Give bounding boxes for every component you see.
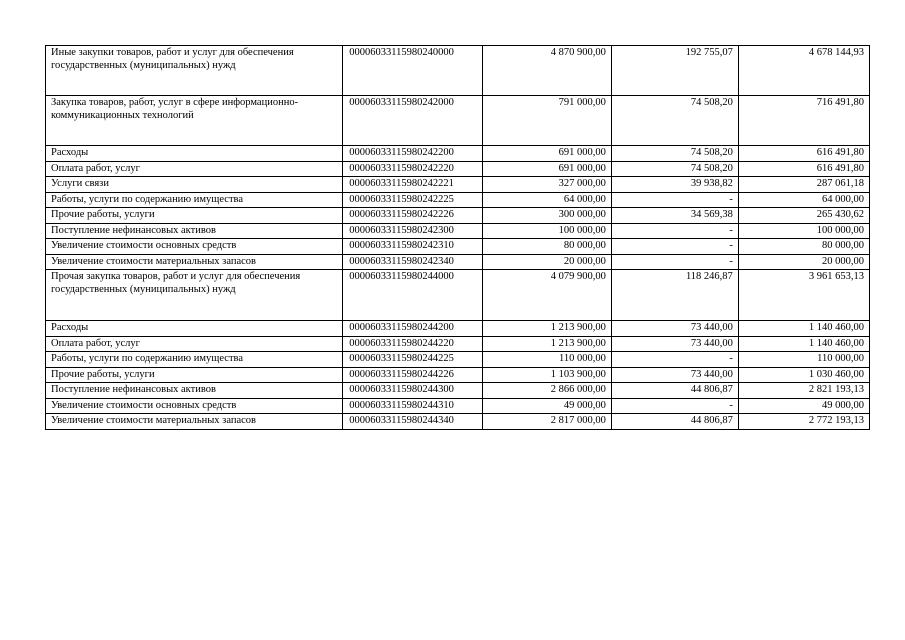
budget-execution-table xyxy=(45,45,870,430)
table-row xyxy=(46,414,870,430)
row-approved-amount-cell: 691 000,00 xyxy=(482,146,611,162)
row-executed-amount-cell: 118 246,87 xyxy=(611,270,738,321)
row-name-cell: Увеличение стоимости материальных запасов xyxy=(46,414,343,430)
row-name-cell: Увеличение стоимости материальных запасов xyxy=(46,254,343,270)
row-executed-amount-cell: - xyxy=(611,223,738,239)
row-name-cell: Работы, услуги по содержанию имущества xyxy=(46,192,343,208)
row-executed-amount-cell: 73 440,00 xyxy=(611,336,738,352)
row-approved-amount-cell: 4 079 900,00 xyxy=(482,270,611,321)
row-approved-amount-cell: 110 000,00 xyxy=(482,352,611,368)
row-remaining-amount-cell: 110 000,00 xyxy=(738,352,869,368)
row-name-cell: Расходы xyxy=(46,321,343,337)
row-executed-amount-cell: 34 569,38 xyxy=(611,208,738,224)
table-row xyxy=(46,192,870,208)
row-remaining-amount-cell: 616 491,80 xyxy=(738,161,869,177)
row-approved-amount-cell: 20 000,00 xyxy=(482,254,611,270)
table-row xyxy=(46,208,870,224)
row-executed-amount-cell: - xyxy=(611,192,738,208)
row-executed-amount-cell: - xyxy=(611,254,738,270)
row-executed-amount-cell: - xyxy=(611,239,738,255)
row-remaining-amount-cell: 20 000,00 xyxy=(738,254,869,270)
row-code-cell: 00006033115980244220 xyxy=(343,336,483,352)
row-name-cell: Иные закупки товаров, работ и услуг для обеспечения государственных (муниципальных) нужд xyxy=(46,46,343,96)
budget-table-body xyxy=(46,46,870,430)
table-row xyxy=(46,223,870,239)
table-row xyxy=(46,321,870,337)
row-name-cell: Поступление нефинансовых активов xyxy=(46,383,343,399)
row-name-cell: Оплата работ, услуг xyxy=(46,336,343,352)
row-code-cell: 00006033115980244310 xyxy=(343,398,483,414)
row-approved-amount-cell: 4 870 900,00 xyxy=(482,46,611,96)
table-row xyxy=(46,383,870,399)
row-code-cell: 00006033115980244000 xyxy=(343,270,483,321)
row-remaining-amount-cell: 716 491,80 xyxy=(738,96,869,146)
row-code-cell: 00006033115980244200 xyxy=(343,321,483,337)
row-approved-amount-cell: 64 000,00 xyxy=(482,192,611,208)
table-row xyxy=(46,398,870,414)
table-row xyxy=(46,161,870,177)
row-name-cell: Работы, услуги по содержанию имущества xyxy=(46,352,343,368)
row-remaining-amount-cell: 80 000,00 xyxy=(738,239,869,255)
row-remaining-amount-cell: 265 430,62 xyxy=(738,208,869,224)
table-row xyxy=(46,352,870,368)
row-approved-amount-cell: 691 000,00 xyxy=(482,161,611,177)
row-code-cell: 00006033115980242300 xyxy=(343,223,483,239)
row-code-cell: 00006033115980242226 xyxy=(343,208,483,224)
row-approved-amount-cell: 49 000,00 xyxy=(482,398,611,414)
row-name-cell: Прочие работы, услуги xyxy=(46,208,343,224)
row-code-cell: 00006033115980240000 xyxy=(343,46,483,96)
row-executed-amount-cell: 44 806,87 xyxy=(611,414,738,430)
row-name-cell: Прочие работы, услуги xyxy=(46,367,343,383)
row-remaining-amount-cell: 100 000,00 xyxy=(738,223,869,239)
row-name-cell: Поступление нефинансовых активов xyxy=(46,223,343,239)
table-row xyxy=(46,254,870,270)
row-executed-amount-cell: 73 440,00 xyxy=(611,367,738,383)
row-remaining-amount-cell: 1 030 460,00 xyxy=(738,367,869,383)
table-row xyxy=(46,239,870,255)
row-code-cell: 00006033115980242340 xyxy=(343,254,483,270)
row-name-cell: Расходы xyxy=(46,146,343,162)
row-code-cell: 00006033115980244340 xyxy=(343,414,483,430)
row-approved-amount-cell: 80 000,00 xyxy=(482,239,611,255)
table-row xyxy=(46,336,870,352)
row-code-cell: 00006033115980244300 xyxy=(343,383,483,399)
row-name-cell: Оплата работ, услуг xyxy=(46,161,343,177)
row-name-cell: Закупка товаров, работ, услуг в сфере информационно-коммуникационных технологий xyxy=(46,96,343,146)
row-approved-amount-cell: 1 213 900,00 xyxy=(482,321,611,337)
row-approved-amount-cell: 1 213 900,00 xyxy=(482,336,611,352)
row-approved-amount-cell: 2 817 000,00 xyxy=(482,414,611,430)
row-remaining-amount-cell: 4 678 144,93 xyxy=(738,46,869,96)
row-executed-amount-cell: 74 508,20 xyxy=(611,96,738,146)
row-executed-amount-cell: 39 938,82 xyxy=(611,177,738,193)
row-executed-amount-cell: 192 755,07 xyxy=(611,46,738,96)
row-name-cell: Прочая закупка товаров, работ и услуг для обеспечения государственных (муниципальных) нужд xyxy=(46,270,343,321)
row-code-cell: 00006033115980242220 xyxy=(343,161,483,177)
row-executed-amount-cell: - xyxy=(611,398,738,414)
row-executed-amount-cell: 73 440,00 xyxy=(611,321,738,337)
row-code-cell: 00006033115980244226 xyxy=(343,367,483,383)
row-remaining-amount-cell: 3 961 653,13 xyxy=(738,270,869,321)
table-row xyxy=(46,146,870,162)
row-code-cell: 00006033115980242000 xyxy=(343,96,483,146)
table-row xyxy=(46,96,870,146)
table-row xyxy=(46,177,870,193)
row-code-cell: 00006033115980242310 xyxy=(343,239,483,255)
row-code-cell: 00006033115980242200 xyxy=(343,146,483,162)
row-code-cell: 00006033115980244225 xyxy=(343,352,483,368)
row-approved-amount-cell: 791 000,00 xyxy=(482,96,611,146)
table-row xyxy=(46,367,870,383)
row-approved-amount-cell: 1 103 900,00 xyxy=(482,367,611,383)
table-row xyxy=(46,270,870,321)
row-code-cell: 00006033115980242221 xyxy=(343,177,483,193)
row-remaining-amount-cell: 49 000,00 xyxy=(738,398,869,414)
row-approved-amount-cell: 327 000,00 xyxy=(482,177,611,193)
row-executed-amount-cell: - xyxy=(611,352,738,368)
row-name-cell: Увеличение стоимости основных средств xyxy=(46,398,343,414)
row-approved-amount-cell: 300 000,00 xyxy=(482,208,611,224)
row-executed-amount-cell: 74 508,20 xyxy=(611,161,738,177)
row-executed-amount-cell: 44 806,87 xyxy=(611,383,738,399)
row-remaining-amount-cell: 1 140 460,00 xyxy=(738,336,869,352)
row-name-cell: Увеличение стоимости основных средств xyxy=(46,239,343,255)
row-remaining-amount-cell: 64 000,00 xyxy=(738,192,869,208)
row-name-cell: Услуги связи xyxy=(46,177,343,193)
row-approved-amount-cell: 100 000,00 xyxy=(482,223,611,239)
table-row xyxy=(46,46,870,96)
row-code-cell: 00006033115980242225 xyxy=(343,192,483,208)
row-remaining-amount-cell: 2 821 193,13 xyxy=(738,383,869,399)
row-remaining-amount-cell: 1 140 460,00 xyxy=(738,321,869,337)
row-remaining-amount-cell: 287 061,18 xyxy=(738,177,869,193)
row-approved-amount-cell: 2 866 000,00 xyxy=(482,383,611,399)
row-remaining-amount-cell: 616 491,80 xyxy=(738,146,869,162)
row-remaining-amount-cell: 2 772 193,13 xyxy=(738,414,869,430)
row-executed-amount-cell: 74 508,20 xyxy=(611,146,738,162)
